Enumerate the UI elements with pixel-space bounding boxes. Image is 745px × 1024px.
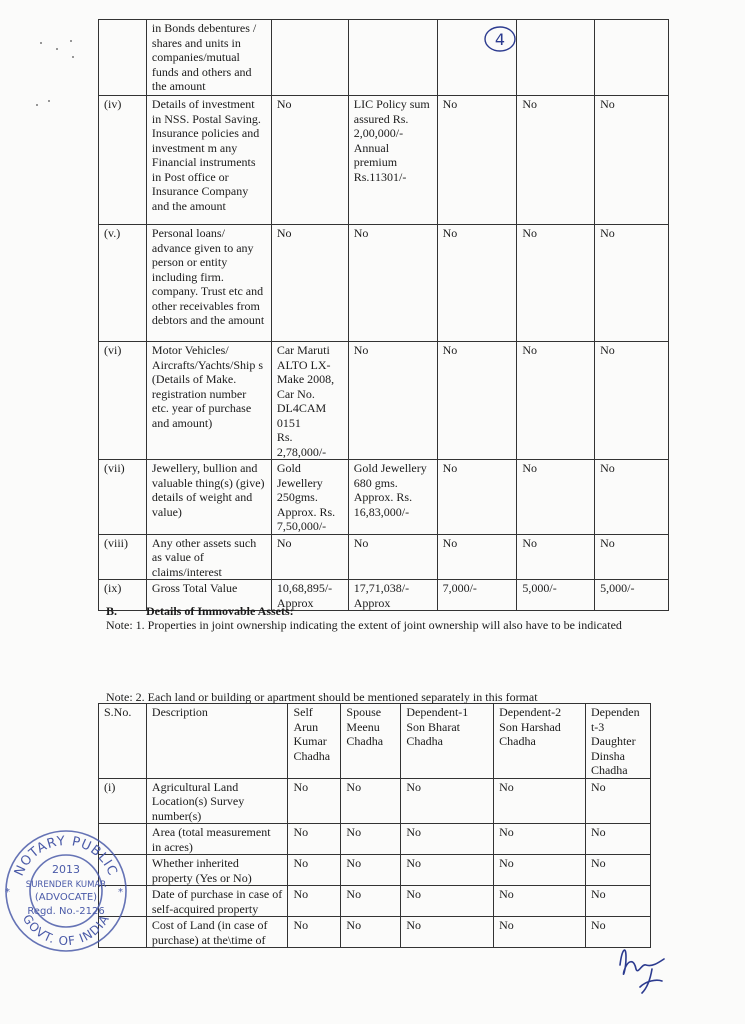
row-id: (vi) [99, 342, 147, 460]
section-heading [106, 604, 294, 619]
cell-dependent-3 [595, 20, 669, 96]
scan-speck [56, 48, 58, 50]
row-description: in Bonds debentures / shares and units in companies/mutual funds and others and the amount [146, 20, 271, 96]
cell-spouse: No [341, 917, 401, 948]
cell-self: No [288, 917, 341, 948]
cell-dependent-3: No [595, 225, 669, 342]
cell-dependent-1: No [437, 96, 517, 225]
cell-dependent-3: No [585, 917, 650, 948]
table-row [99, 342, 669, 460]
cell-dependent-1: No [401, 778, 494, 824]
table-row [99, 20, 669, 96]
row-id: (viii) [99, 534, 147, 580]
cell-self: Car Maruti ALTO LX- Make 2008, Car No. DL4CAM 0151 Rs. 2,78,000/- [271, 342, 348, 460]
cell-self: No [288, 855, 341, 886]
movable-assets-body [99, 20, 669, 611]
cell-self: No [271, 96, 348, 225]
cell-self: Gold Jewellery 250gms. Approx. Rs. 7,50,000/- [271, 460, 348, 535]
cell-dependent-2: No [494, 778, 586, 824]
signature [612, 935, 674, 997]
cell-dependent-3: 5,000/- [595, 580, 669, 611]
cell-self: No [271, 534, 348, 580]
cell-dependent-2: No [517, 534, 595, 580]
notary-stamp [2, 825, 130, 953]
page-number-text: 4 [494, 30, 506, 49]
cell-self: No [271, 225, 348, 342]
stamp-title: (ADVOCATE) [34, 892, 98, 903]
cell-self: 10,68,895/- Approx [271, 580, 348, 611]
cell-spouse: No [341, 824, 401, 855]
cell-dependent-2 [517, 20, 595, 96]
row-id: (vii) [99, 460, 147, 535]
table-header-row [99, 704, 651, 779]
row-description: Agricultural Land Location(s) Survey number(s) [146, 778, 288, 824]
cell-dependent-3: No [585, 824, 650, 855]
row-id: (i) [99, 778, 147, 824]
table-row [99, 96, 669, 225]
immovable-assets-table [98, 703, 651, 948]
row-id [99, 20, 147, 96]
cell-dependent-2: No [517, 460, 595, 535]
cell-dependent-1: 7,000/- [437, 580, 517, 611]
section-title: Details of Immovable Assets: [146, 604, 294, 618]
cell-dependent-3: No [585, 855, 650, 886]
cell-dependent-1: No [401, 824, 494, 855]
svg-text:*: * [5, 887, 10, 898]
cell-dependent-2: No [517, 96, 595, 225]
section-letter: B. [106, 604, 118, 618]
note-joint-ownership: Note: 1. Properties in joint ownership indicating the extent of joint ownership will also have to be indicated [106, 618, 622, 632]
cell-spouse: No [348, 342, 437, 460]
table-row [99, 824, 651, 855]
cell-dependent-2: No [494, 824, 586, 855]
cell-dependent-1: No [437, 460, 517, 535]
table-row [99, 460, 669, 535]
column-header-sno: S.No. [99, 704, 147, 779]
cell-dependent-3: No [595, 534, 669, 580]
cell-dependent-3: No [595, 342, 669, 460]
row-description: Personal loans/ advance given to any person or entity including firm. company. Trust etc and other receivables from debtors and the amount [146, 225, 271, 342]
cell-dependent-3: No [585, 886, 650, 917]
cell-dependent-1: No [437, 225, 517, 342]
cell-dependent-1: No [437, 534, 517, 580]
table-row [99, 225, 669, 342]
cell-spouse: No [341, 855, 401, 886]
cell-spouse: No [348, 534, 437, 580]
cell-dependent-1 [437, 20, 517, 96]
cell-self: No [288, 778, 341, 824]
table-row [99, 886, 651, 917]
cell-spouse: No [341, 886, 401, 917]
table-row [99, 855, 651, 886]
row-id: (ix) [99, 580, 147, 611]
column-header-spouse: Spouse Meenu Chadha [341, 704, 401, 779]
cell-dependent-2: 5,000/- [517, 580, 595, 611]
row-description: Any other assets such as value of claims/interest [146, 534, 271, 580]
stamp-bottom-text: GOVT. OF INDIA [19, 911, 113, 949]
svg-text:GOVT. OF INDIA [20, 912, 112, 948]
note-separate-format: Note: 2. Each land or building or apartment should be mentioned separately in this format [106, 690, 538, 704]
cell-dependent-1: No [401, 886, 494, 917]
cell-dependent-2: No [517, 225, 595, 342]
scan-speck [72, 56, 74, 58]
row-description: Area (total measurement in acres) [146, 824, 288, 855]
column-header-description: Description [146, 704, 288, 779]
stamp-regd: Regd. No.-2126 [27, 906, 105, 917]
cell-self: No [288, 886, 341, 917]
cell-spouse: 17,71,038/- Approx [348, 580, 437, 611]
cell-dependent-3: No [595, 460, 669, 535]
cell-spouse [348, 20, 437, 96]
row-description: Jewellery, bullion and valuable thing(s) (give) details of weight and value) [146, 460, 271, 535]
row-description: Whether inherited property (Yes or No) [146, 855, 288, 886]
column-header-dependent-2: Dependent-2 Son Harshad Chadha [494, 704, 586, 779]
scan-speck [40, 42, 42, 44]
cell-self: No [288, 824, 341, 855]
row-description: Details of investment in NSS. Postal Saving. Insurance policies and investment m any Financial instruments in Post office or Insurance Company and the amount [146, 96, 271, 225]
cell-dependent-2: No [517, 342, 595, 460]
row-id: (iv) [99, 96, 147, 225]
cell-spouse: No [341, 778, 401, 824]
cell-dependent-1: No [437, 342, 517, 460]
row-description: Gross Total Value [146, 580, 271, 611]
cell-dependent-2: No [494, 917, 586, 948]
row-description: Motor Vehicles/ Aircrafts/Yachts/Ship s (Details of Make. registration number etc. year of purchase and amount) [146, 342, 271, 460]
scan-speck [48, 100, 50, 102]
cell-self [271, 20, 348, 96]
row-description: Date of purchase in case of self-acquired property [146, 886, 288, 917]
column-header-self: Self Arun Kumar Chadha [288, 704, 341, 779]
row-description: Cost of Land (in case of purchase) at the\time of [146, 917, 288, 948]
cell-dependent-3: No [585, 778, 650, 824]
svg-text:*: * [118, 887, 123, 898]
stamp-name: SURENDER KUMAR [25, 880, 107, 890]
table-row [99, 917, 651, 948]
cell-dependent-2: No [494, 886, 586, 917]
movable-assets-table [98, 19, 669, 611]
table-row [99, 778, 651, 824]
cell-spouse: LIC Policy sum assured Rs. 2,00,000/- Annual premium Rs.11301/- [348, 96, 437, 225]
table-row [99, 534, 669, 580]
column-header-dependent-1: Dependent-1 Son Bharat Chadha [401, 704, 494, 779]
scan-speck [70, 40, 72, 42]
stamp-top-text: NOTARY PUBLIC [11, 833, 121, 879]
column-header-dependent-3: Dependen t-3 Daughter Dinsha Chadha [585, 704, 650, 779]
stamp-year: 2013 [52, 863, 80, 876]
cell-spouse: No [348, 225, 437, 342]
cell-spouse: Gold Jewellery 680 gms. Approx. Rs. 16,83,000/- [348, 460, 437, 535]
cell-dependent-1: No [401, 917, 494, 948]
cell-dependent-1: No [401, 855, 494, 886]
scan-speck [36, 104, 38, 106]
cell-dependent-2: No [494, 855, 586, 886]
cell-dependent-3: No [595, 96, 669, 225]
row-id: (v.) [99, 225, 147, 342]
